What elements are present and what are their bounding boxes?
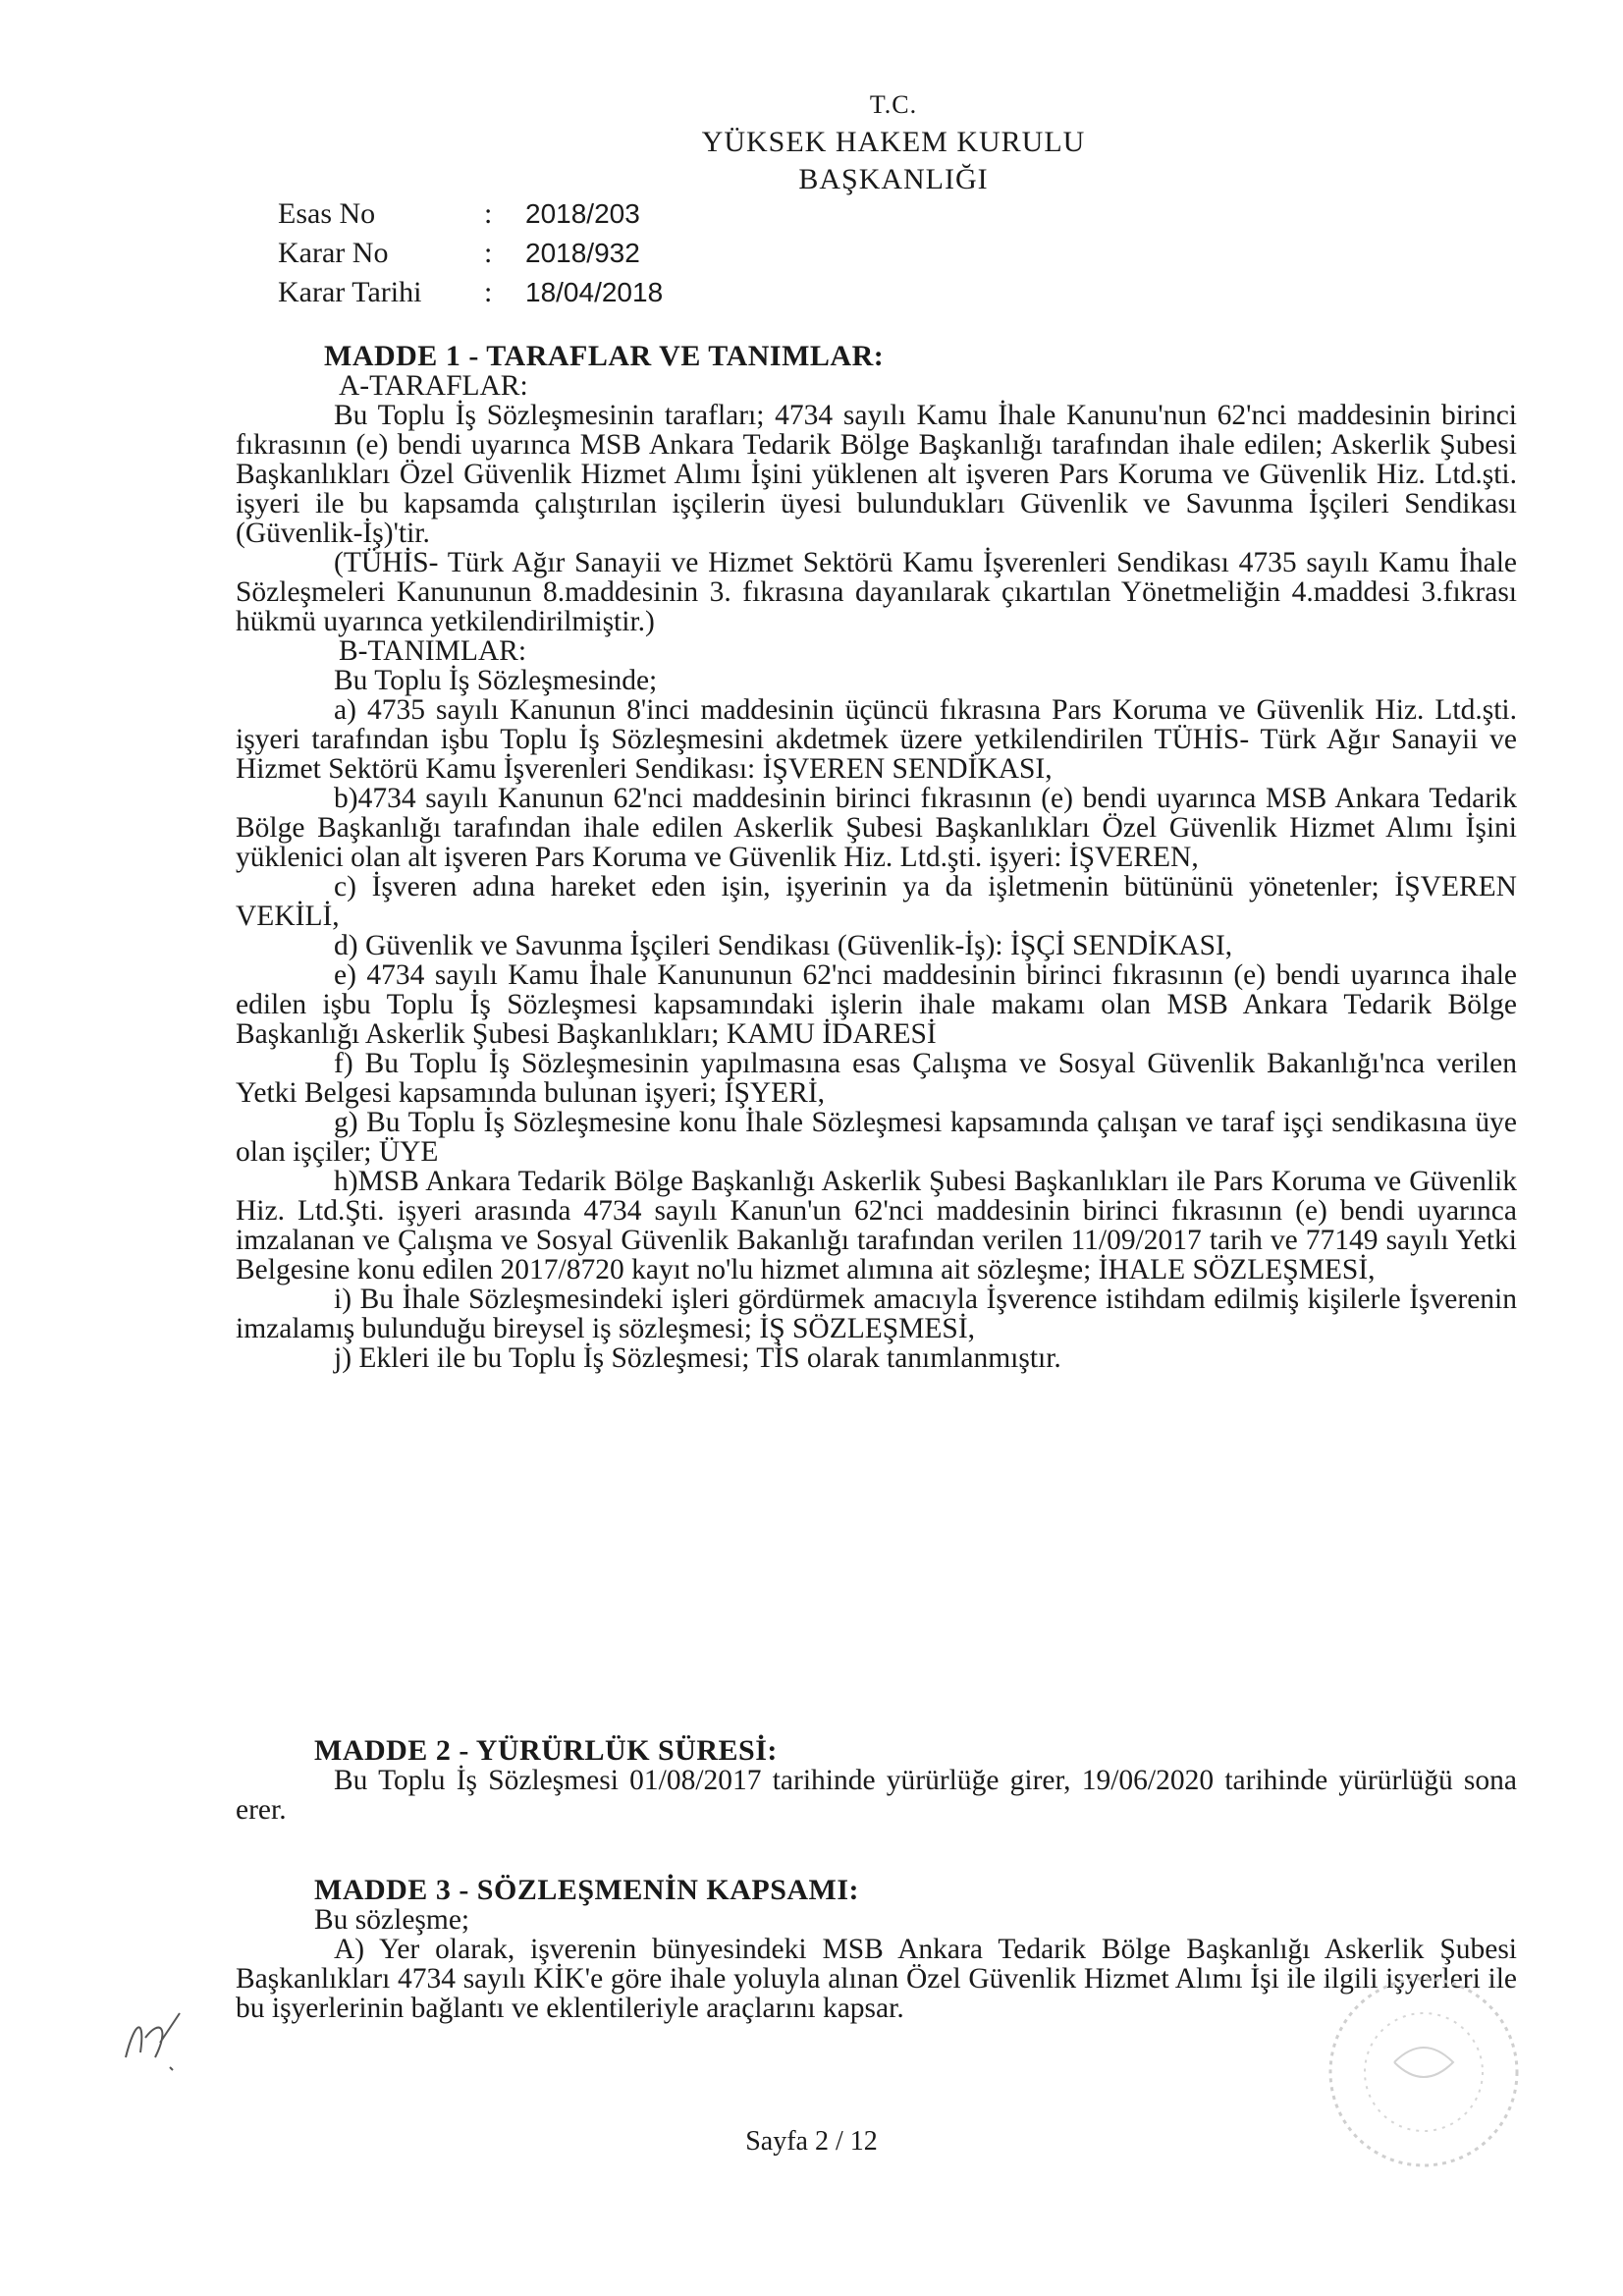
definition-item: h)MSB Ankara Tedarik Bölge Başkanlığı Askerlik Şubesi Başkanlıkları ile Pars Koruma ve Güvenlik Hiz. Ltd.Şti. işyeri arasında 4734 sayılı Kanun'un 62'nci maddesinin birinci fıkrasının (e) bendi uyarınca imzalanan ve Çalışma ve Sosyal Güvenlik Bakanlığı tarafından verilen 11/09/2017 tarih ve 77149 sayılı Yetki Belgesine konu edilen 2017/8720 kayıt no'lu hizmet alımına ait sözleşme; İHALE SÖZLEŞMESİ, [236, 1166, 1517, 1285]
definition-item: e) 4734 sayılı Kamu İhale Kanununun 62'nci maddesinin birinci fıkrasının (e) bendi uyarınca ihale edilen işbu Toplu İş Sözleşmesi kapsamındaki işlerin ihale makamı olan MSB Ankara Tedarik Bölge Başkanlığı Askerlik Şubesi Başkanlıkları; KAMU İDARESİ [236, 959, 1517, 1050]
karar-label: Karar No [278, 237, 389, 269]
parties-paragraph: Bu Toplu İş Sözleşmesinin tarafları; 4734 sayılı Kamu İhale Kanunu'nun 62'nci maddesinin birinci fıkrasının (e) bendi uyarınca MSB Ankara Tedarik Bölge Başkanlığı tarafından ihale edilen; Askerlik Şubesi Başkanlıkları Özel Güvenlik Hizmet Alımı İşini yüklenen alt işveren Pars Koruma ve Güvenlik Hiz. Ltd.şti. işyeri ile bu kapsamda çalıştırılan işçilerin üyesi bulundukları Güvenlik ve Savunma İşçileri Sendikası (Güvenlik-İş)'tir. [236, 400, 1517, 549]
article-2-text: Bu Toplu İş Sözleşmesi 01/08/2017 tarihinde yürürlüğe girer, 19/06/2020 tarihinde yürürlüğü sona erer. [236, 1765, 1517, 1826]
karar-value: 2018/932 [525, 238, 640, 268]
definition-item: c) İşveren adına hareket eden işin, işyerinin ya da işletmenin bütününü yönetenler; İŞVEREN VEKİLİ, [236, 871, 1517, 932]
tarih-label: Karar Tarihi [278, 276, 422, 308]
article-1-heading: MADDE 1 - TARAFLAR VE TANIMLAR: [324, 340, 885, 372]
handwritten-initials-icon [116, 1998, 194, 2077]
header-institution: YÜKSEK HAKEM KURULU [701, 126, 1086, 158]
page-footer: Sayfa 2 / 12 [745, 2126, 878, 2157]
esas-row [278, 194, 663, 234]
karar-row [278, 234, 663, 273]
header-presidency: BAŞKANLIĞI [798, 163, 989, 195]
definition-item: j) Ekleri ile bu Toplu İş Sözleşmesi; TİS olarak tanımlanmıştır. [334, 1342, 1061, 1374]
header-tc: T.C. [869, 90, 918, 119]
definition-item: i) Bu İhale Sözleşmesindeki işleri gördürmek amacıyla İşverence istihdam edilmiş kişilerle İşverenin imzalamış bulunduğu bireysel iş sözleşmesi; İŞ SÖZLEŞMESİ, [236, 1284, 1517, 1344]
article-3-heading: MADDE 3 - SÖZLEŞMENİN KAPSAMI: [314, 1874, 860, 1906]
authorization-paragraph: (TÜHİS- Türk Ağır Sanayii ve Hizmet Sektörü Kamu İşverenleri Sendikası 4735 sayılı Kamu İhale Sözleşmeleri Kanununun 8.maddesinin 3. fıkrasına dayanılarak çıkartılan Yönetmeliğin 4.maddesi 3.fıkrası hükmü uyarınca yetkilendirilmiştir.) [236, 547, 1517, 637]
definitions-heading: B-TANIMLAR: [339, 635, 527, 667]
esas-value: 2018/203 [525, 198, 640, 229]
definition-item: f) Bu Toplu İş Sözleşmesinin yapılmasına esas Çalışma ve Sosyal Güvenlik Bakanlığı'nca verilen Yetki Belgesi kapsamında bulunan işyeri; İŞYERİ, [236, 1048, 1517, 1109]
parties-heading: A-TARAFLAR: [339, 370, 528, 402]
definition-item: d) Güvenlik ve Savunma İşçileri Sendikası (Güvenlik-İş): İŞÇİ SENDİKASI, [334, 930, 1233, 961]
tarih-value: 18/04/2018 [525, 277, 664, 307]
article-3-intro: Bu sözleşme; [314, 1904, 470, 1936]
definitions-intro: Bu Toplu İş Sözleşmesinde; [334, 665, 658, 696]
definition-item: b)4734 sayılı Kanunun 62'nci maddesinin birinci fıkrasının (e) bendi uyarınca MSB Ankara Tedarik Bölge Başkanlığı tarafından ihale edilen Askerlik Şubesi Başkanlıkları Özel Güvenlik Hizmet Alımı İşini yüklenici olan alt işveren Pars Koruma ve Güvenlik Hiz. Ltd.şti. işyeri: İŞVEREN, [236, 783, 1517, 873]
article-2-heading: MADDE 2 - YÜRÜRLÜK SÜRESİ: [314, 1734, 778, 1767]
colon: : [484, 197, 493, 230]
esas-label: Esas No [278, 197, 376, 230]
article-2 [236, 1736, 1517, 1825]
definition-item: a) 4735 sayılı Kanunun 8'inci maddesinin üçüncü fıkrasına Pars Koruma ve Güvenlik Hiz. Ltd.şti. işyeri tarafından işbu Toplu İş Sözleşmesini akdetmek üzere yetkilendirilen TÜHİS- Türk Ağır Sanayii ve Hizmet Sektörü Kamu İşverenleri Sendikası: İŞVEREN SENDİKASI, [236, 694, 1517, 785]
case-meta [278, 194, 663, 312]
colon: : [484, 237, 493, 269]
article-3-text: A) Yer olarak, işverenin bünyesindeki MSB Ankara Tedarik Bölge Başkanlığı Askerlik Şubesi Başkanlıkları 4734 sayılı KİK'e göre ihale yoluyla alınan Özel Güvenlik Hizmet Alımı İşi ile ilgili işyerleri ile bu işyerlerinin bağlantı ve eklentileriyle araçlarını kapsar. [236, 1934, 1517, 2024]
article-1 [236, 342, 1517, 1373]
definition-item: g) Bu Toplu İş Sözleşmesine konu İhale Sözleşmesi kapsamında çalışan ve taraf işçi sendikasına üye olan işçiler; ÜYE [236, 1107, 1517, 1168]
colon: : [484, 276, 493, 308]
tarih-row [278, 273, 663, 312]
